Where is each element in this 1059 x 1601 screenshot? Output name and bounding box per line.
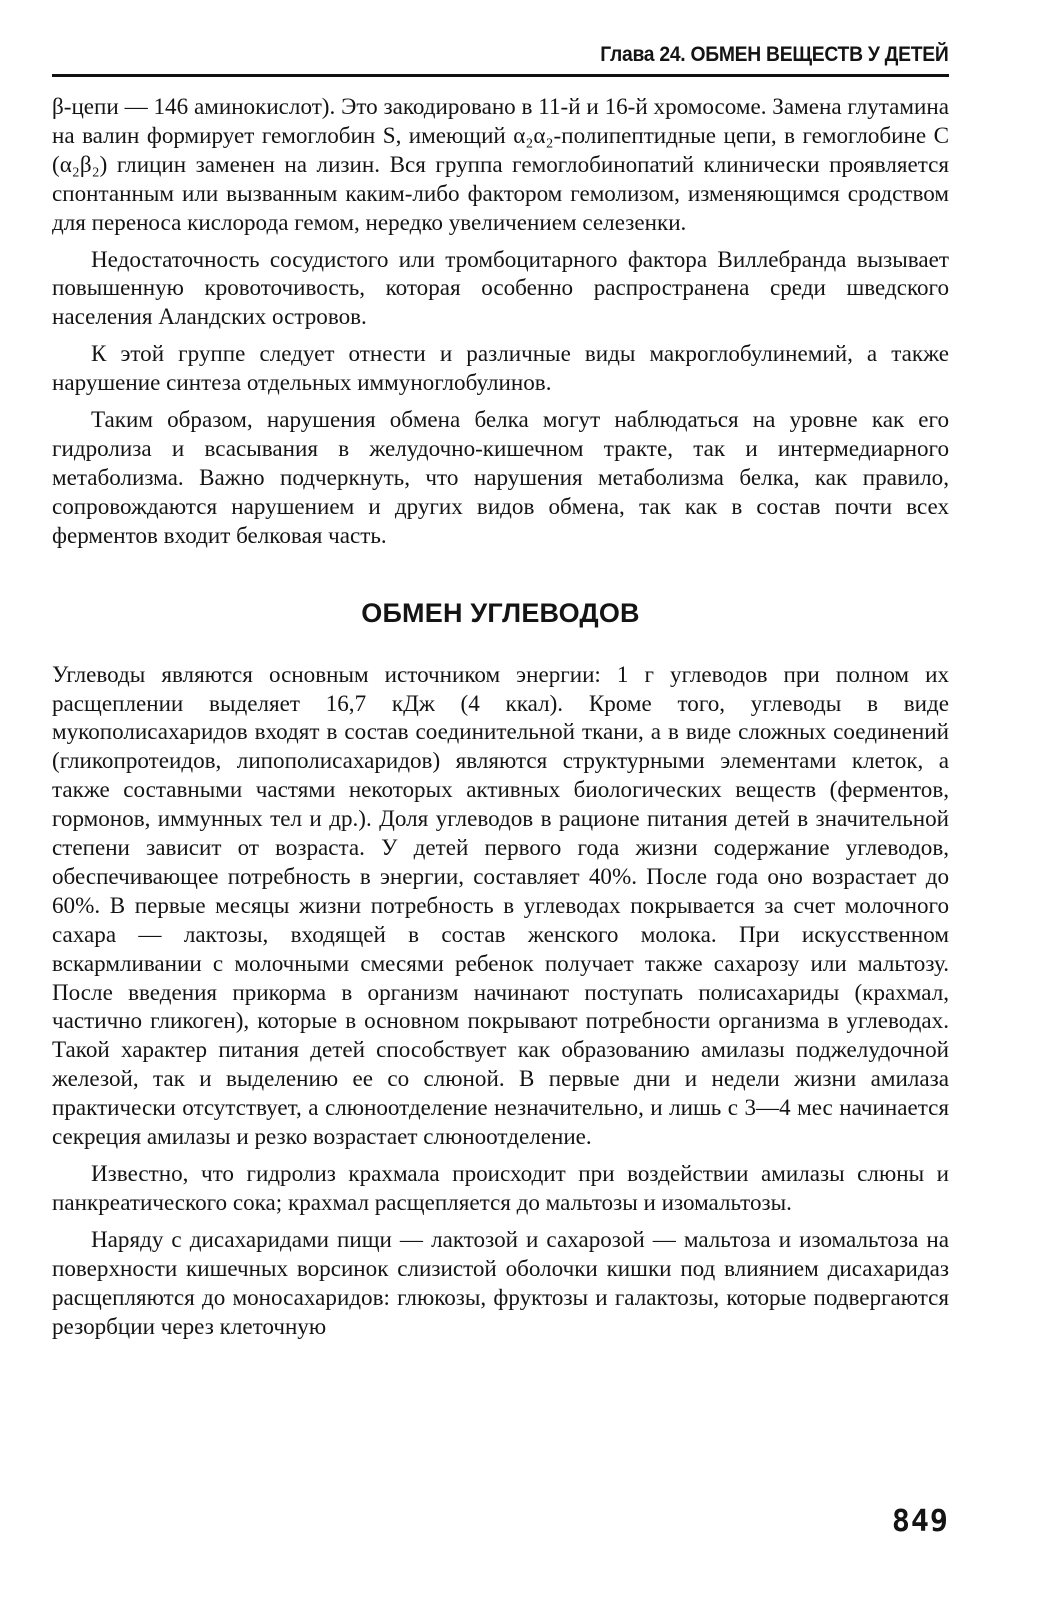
page-body (52, 92, 949, 1340)
paragraph-disaccharides: Наряду с дисахаридами пищи — лактозой и сахарозой — мальтоза и изомальтоза на поверхности кишечных ворсинок слизистой оболочки кишки под влиянием дисахаридаз расщепляются до моносахаридов: глюкозы, фруктозы и галактозы, которые подвергаются резорбции через клеточную (52, 1225, 949, 1339)
paragraph-macroglobulinemia: К этой группе следует отнести и различные виды макроглобулинемий, а также нарушение синтеза отдельных иммуноглобулинов. (52, 340, 949, 396)
page-number: 849 (891, 1504, 949, 1539)
header-rule (52, 74, 949, 77)
section-title: ОБМЕН УГЛЕВОДОВ (361, 597, 640, 628)
paragraph-starch-hydrolysis: Известно, что гидролиз крахмала происходит при воздействии амилазы слюны и панкреатического сока; крахмал расщепляется до мальтозы и изомальтозы. (52, 1160, 949, 1215)
running-head: Глава 24. ОБМЕН ВЕЩЕСТВ У ДЕТЕЙ (600, 43, 949, 66)
paragraph-protein-summary: Таким образом, нарушения обмена белка могут наблюдаться на уровне как его гидролиза и всасывания в желудочно-кишечном тракте, так и интермедиарного метаболизма. Важно подчеркнуть, что нарушения метаболизма белка, как правило, сопровождаются нарушением и других видов обмена, так как в состав почти всех ферментов входит белковая часть. (52, 406, 949, 548)
paragraph-carbohydrates-intro: Углеводы являются основным источником энергии: 1 г углеводов при полном их расщеплении выделяет 16,7 кДж (4 ккал). Кроме того, углеводы в виде мукополисахаридов входят в состав соединительной ткани, а в виде сложных соединений (гликопротеидов, липополисахаридов) являются структурными элементами клеток, а также составными частями некоторых активных биологических веществ (ферментов, гормонов, иммунных тел и др.). Доля углеводов в рационе питания детей в значительной степени зависит от возраста. У детей первого года жизни содержание углеводов, обеспечивающее потребность в энергии, составляет 40%. После года оно возрастает до 60%. В первые месяцы жизни потребность в углеводах покрывается за счет молочного сахара — лактозы, входящей в состав женского молока. При искусственном вскармливании с молочными смесями ребенок получает также сахарозу или мальтозу. После введения прикорма в организм начинают поступать полисахариды (крахмал, частично гликоген), которые в основном покрывают потребности организма в углеводах. Такой характер питания детей способствует как образованию амилазы поджелудочной железой, так и выделению ее со слюной. В первые дни и недели жизни амилаза практически отсутствует, а слюноотделение незначительно, и лишь с 3—4 мес начинается секреция амилазы и резко возрастает слюноотделение. (52, 660, 949, 1150)
paragraph-willebrand: Недостаточность сосудистого или тромбоцитарного фактора Виллебранда вызывает повышенную кровоточивость, которая особенно распространена среди шведского населения Аландских островов. (52, 245, 949, 330)
paragraph-hemoglobinopathies: β-цепи — 146 аминокислот). Это закодировано в 11-й и 16-й хромосоме. Замена глутамина на валин формирует гемоглобин S, имеющий α₂α₂-полипептидные цепи, в гемоглобине С (α₂β₂) глицин заменен на лизин. Вся группа гемоглобинопатий клинически проявляется спонтанным или вызванным каким-либо фактором гемолизом, изменяющимся сродством для переноса кислорода гемом, нередко увеличением селезенки. (52, 93, 949, 235)
